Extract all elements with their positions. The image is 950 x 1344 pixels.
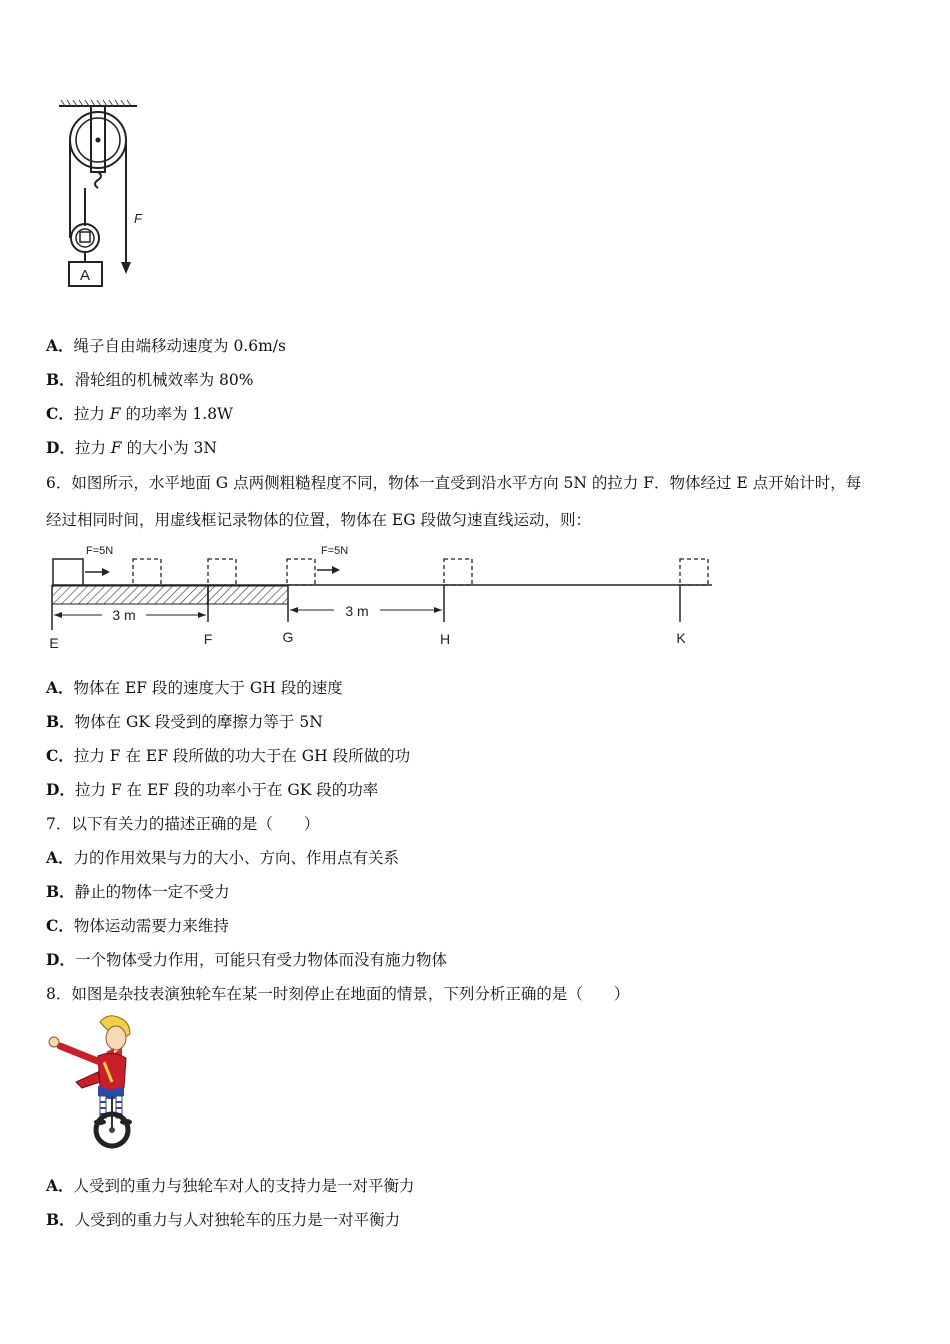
dashed-frame	[680, 559, 708, 585]
force-label-right: F=5N	[321, 545, 349, 557]
point-label-g: G	[282, 629, 294, 645]
q6-option-b: B．物体在 GK 段受到的摩擦力等于 5N	[46, 712, 323, 731]
q8-option-a: A．人受到的重力与独轮车对人的支持力是一对平衡力	[46, 1176, 415, 1195]
q5-option-a: A．绳子自由端移动速度为 0.6m/s	[46, 336, 286, 355]
q7-option-d: D．一个物体受力作用，可能只有受力物体而没有施力物体	[46, 950, 447, 969]
q7-option-b: B．静止的物体一定不受力	[46, 882, 230, 901]
point-label-f: F	[203, 631, 213, 647]
dashed-frame	[287, 559, 315, 585]
pulley-figure	[55, 96, 165, 296]
q6-stem-line1: 6．如图所示，水平地面 G 点两侧粗糙程度不同，物体一直受到沿水平方向 5N 的拉力 F．物体经过 E 点开始计时，每	[46, 474, 862, 492]
q8-option-b: B．人受到的重力与人对独轮车的压力是一对平衡力	[46, 1210, 401, 1229]
block-at-e	[53, 559, 83, 585]
q8-stem: 8．如图是杂技表演独轮车在某一时刻停止在地面的情景，下列分析正确的是（ ）	[46, 985, 630, 1003]
point-label-h: H	[439, 631, 451, 647]
q5-option-d: D．拉力 F 的大小为 3N	[46, 438, 217, 457]
q6-option-d: D．拉力 F 在 EF 段的功率小于在 GK 段的功率	[46, 780, 379, 799]
block-label: A	[79, 267, 91, 284]
force-label: F	[134, 211, 142, 226]
q5-option-b: B．滑轮组的机械效率为 80%	[46, 370, 254, 389]
q6-stem-line2: 经过相同时间，用虚线框记录物体的位置，物体在 EG 段做匀速直线运动，则：	[46, 511, 592, 529]
unicycle-figure	[42, 1012, 152, 1150]
dimension-label-right: 3 m	[345, 603, 369, 619]
q7-stem: 7．以下有关力的描述正确的是（ ）	[46, 815, 320, 833]
q6-option-c: C．拉力 F 在 EF 段所做的功大于在 GH 段所做的功	[46, 746, 411, 765]
point-label-e: E	[49, 635, 59, 651]
q7-option-c: C．物体运动需要力来维持	[46, 916, 229, 935]
point-label-k: K	[676, 630, 686, 646]
q6-option-a: A．物体在 EF 段的速度大于 GH 段的速度	[46, 678, 343, 697]
q5-option-c: C．拉力 F 的功率为 1.8W	[46, 404, 233, 423]
q7-option-a: A．力的作用效果与力的大小、方向、作用点有关系	[46, 848, 400, 867]
motion-figure	[40, 540, 730, 655]
dashed-frame	[133, 559, 161, 585]
force-label-left: F=5N	[86, 545, 114, 557]
dashed-frame	[208, 559, 236, 585]
dashed-frame	[444, 559, 472, 585]
dimension-label-left: 3 m	[112, 607, 136, 623]
